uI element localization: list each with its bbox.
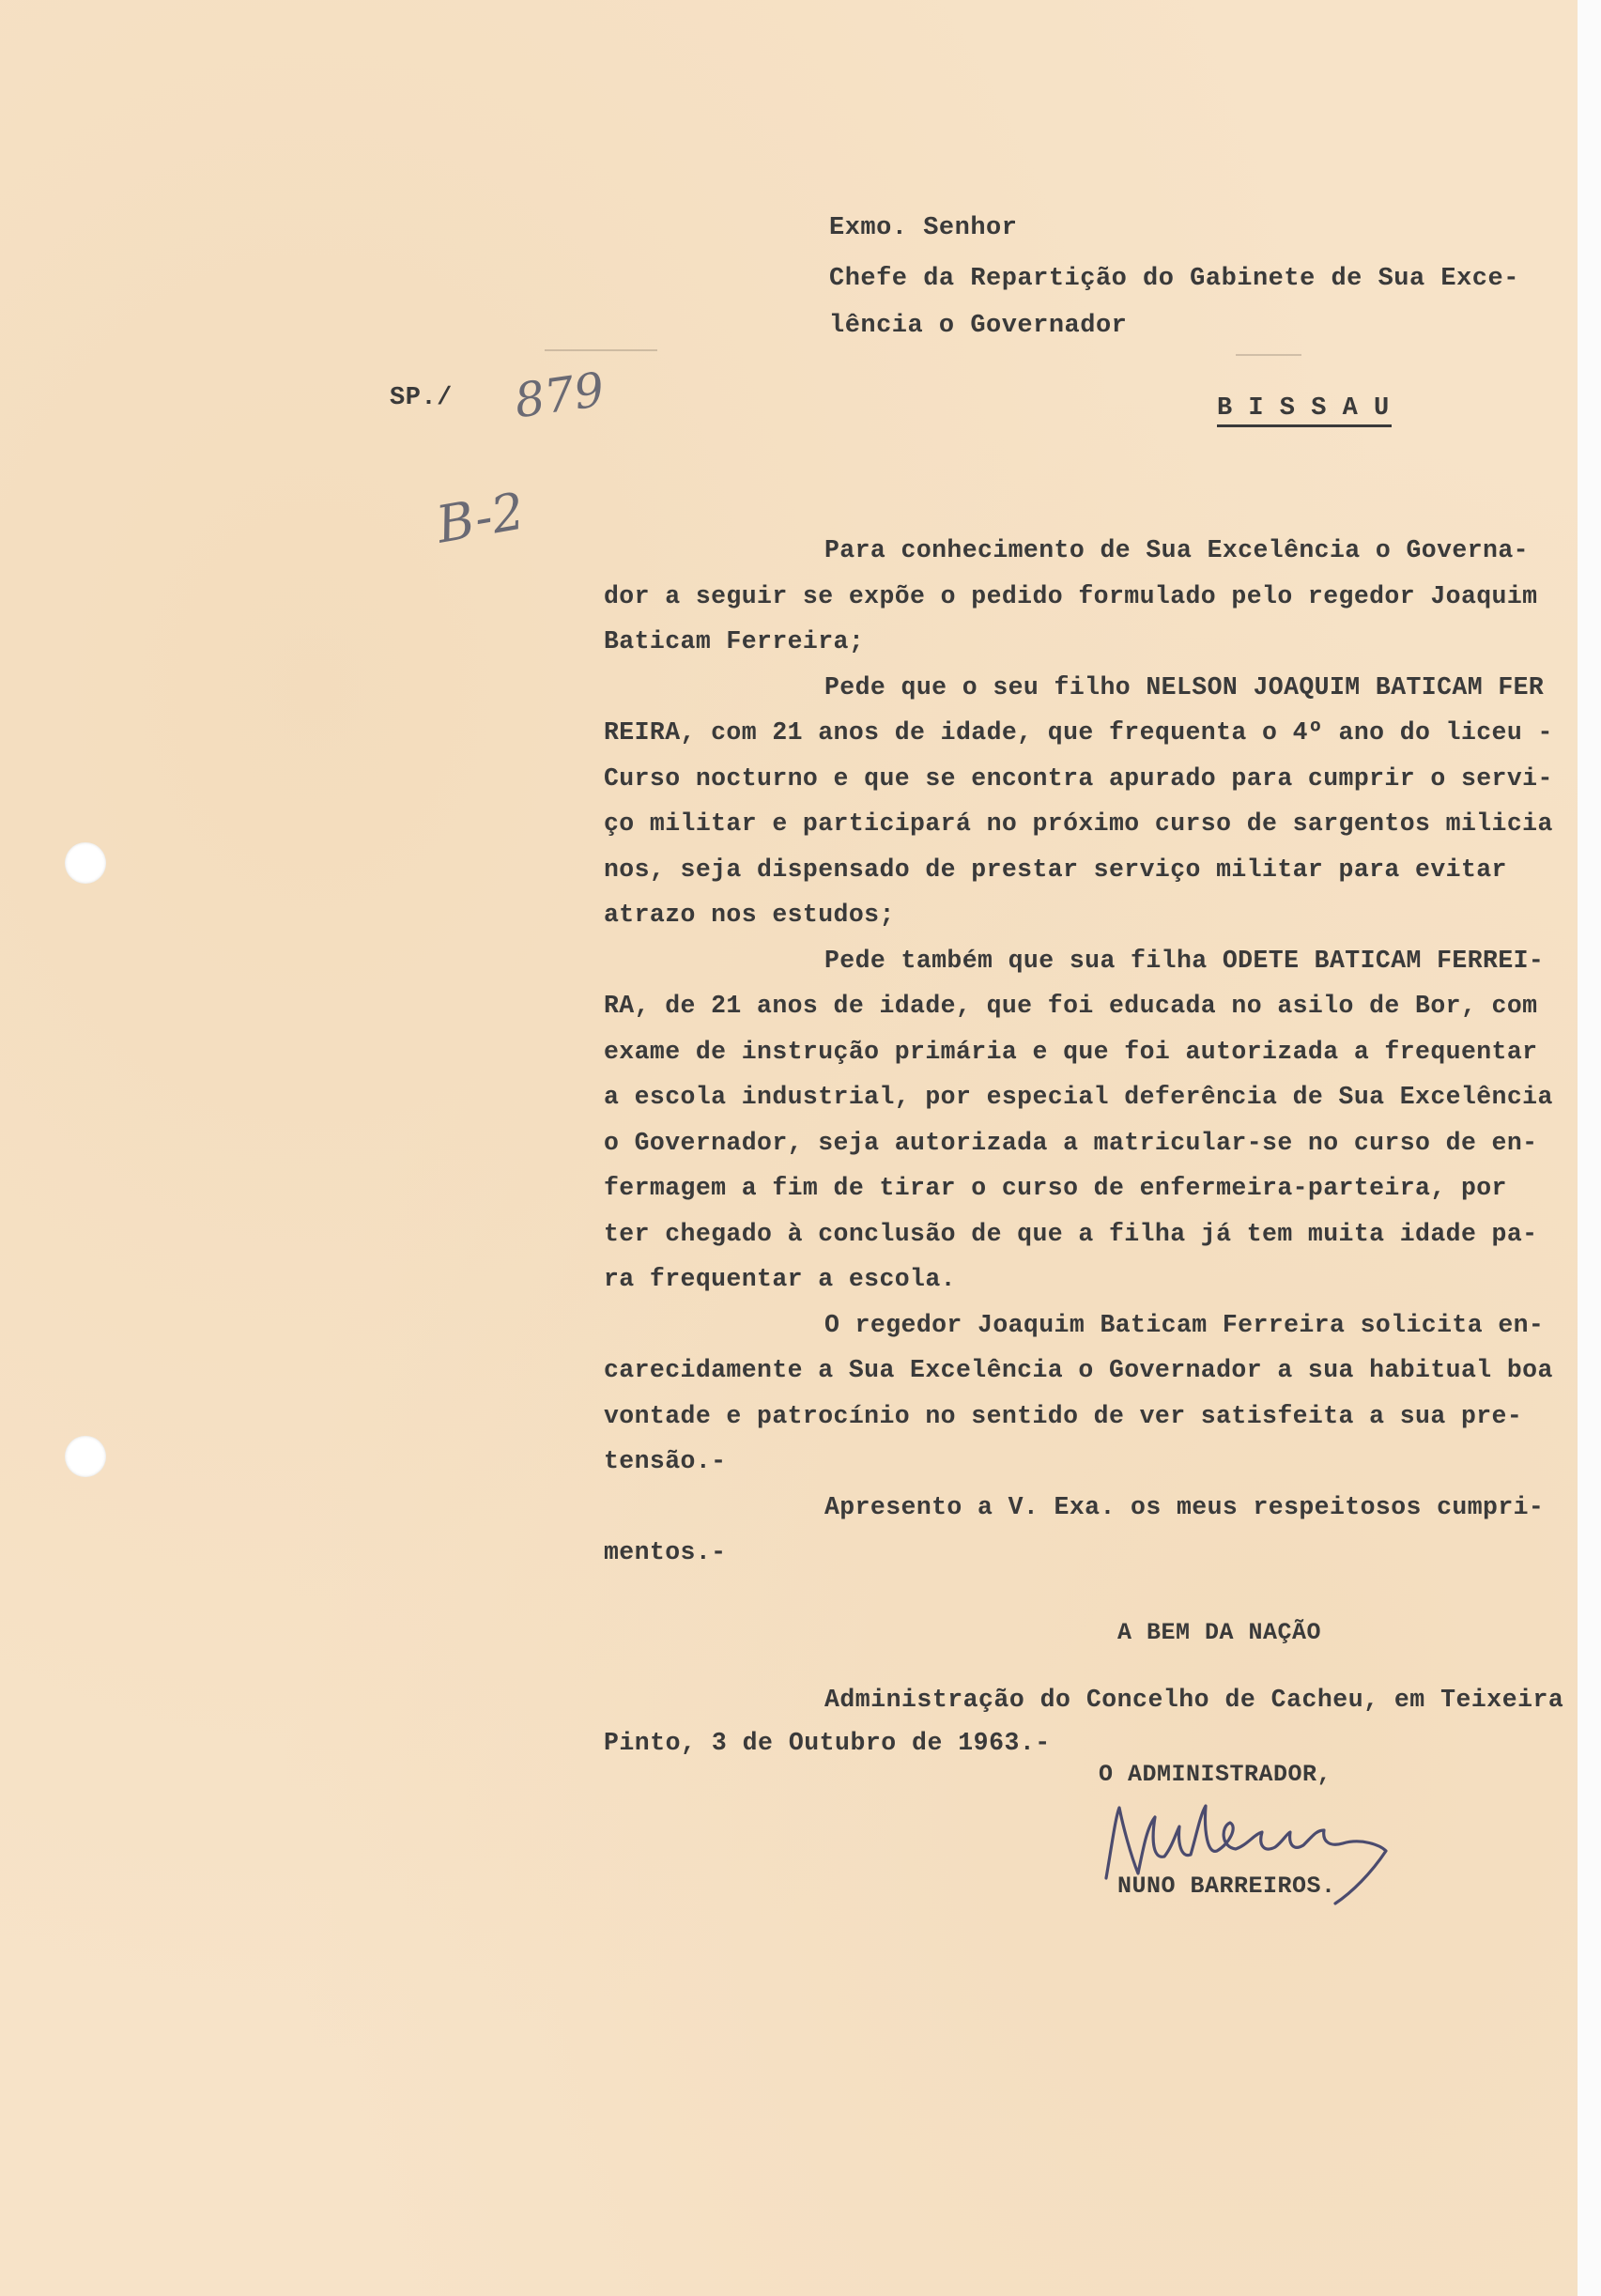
city-underline [1217, 424, 1392, 427]
page-edge [1578, 0, 1601, 2296]
body-line: carecidamente a Sua Excelência o Governador a sua habitual boa [604, 1356, 1553, 1384]
body-line: a escola industrial, por especial deferência de Sua Excelência [604, 1083, 1553, 1111]
body-line: tensão.- [604, 1447, 727, 1475]
handwritten-note: B-2 [432, 481, 530, 555]
letter-body [604, 528, 1580, 1576]
body-line: nos, seja dispensado de prestar serviço militar para evitar [604, 855, 1507, 884]
handwritten-number: 879 [511, 362, 608, 429]
closing-motto: A BEM DA NAÇÃO [1117, 1619, 1322, 1646]
body-line: exame de instrução primária e que foi autorizada a frequentar [604, 1037, 1538, 1066]
body-line: mentos.- [604, 1538, 727, 1566]
body-line: O regedor Joaquim Baticam Ferreira solicita en- [824, 1310, 1545, 1339]
body-line: Curso nocturno e que se encontra apurado para cumprir o servi- [604, 763, 1553, 793]
addressee-line-1: Chefe da Repartição do Gabinete de Sua Exce- [829, 265, 1519, 293]
body-line: Apresento a V. Exa. os meus respeitosos cumpri- [824, 1492, 1545, 1521]
body-line: ter chegado à conclusão de que a filha já tem muita idade pa- [604, 1219, 1538, 1248]
body-line: vontade e patrocínio no sentido de ver satisfeita a sua pre- [604, 1401, 1523, 1430]
punch-hole-top [65, 842, 106, 884]
addressee-city: B I S S A U [1217, 394, 1390, 423]
body-line: atrazo nos estudos; [604, 901, 895, 929]
body-line: o Governador, seja autorizada a matricular-se no curso de en- [604, 1128, 1538, 1157]
addressee-line-2: lência o Governador [829, 312, 1128, 340]
body-line: fermagem a fim de tirar o curso de enfermeira-parteira, por [604, 1174, 1507, 1202]
faint-rule [1236, 354, 1301, 356]
addressee-salutation: Exmo. Senhor [829, 214, 1018, 242]
body-line: ço militar e participará no próximo curso de sargentos milicia [604, 809, 1553, 838]
body-line: RA, de 21 anos de idade, que foi educada no asilo de Bor, com [604, 992, 1538, 1020]
body-line: Para conhecimento de Sua Excelência o Governa- [824, 536, 1529, 564]
body-line: Pede também que sua filha ODETE BATICAM FERREI- [824, 946, 1545, 975]
reference-code: SP./ [390, 384, 453, 412]
faint-rule [545, 349, 657, 351]
body-line: dor a seguir se expõe o pedido formulado pelo regedor Joaquim [604, 581, 1538, 610]
closing-place-line-1: Administração do Concelho de Cacheu, em Teixeira [824, 1686, 1564, 1714]
closing-place-line-2: Pinto, 3 de Outubro de 1963.- [604, 1729, 1051, 1757]
body-line: Baticam Ferreira; [604, 627, 865, 655]
punch-hole-bottom [65, 1436, 106, 1477]
signer-title: O ADMINISTRADOR, [1099, 1761, 1332, 1788]
body-line: Pede que o seu filho NELSON JOAQUIM BATICAM FER [824, 672, 1545, 701]
body-line: REIRA, com 21 anos de idade, que frequenta o 4º ano do liceu - [604, 718, 1553, 747]
body-line: ra frequentar a escola. [604, 1265, 956, 1293]
signer-name: NUNO BARREIROS. [1117, 1872, 1336, 1900]
